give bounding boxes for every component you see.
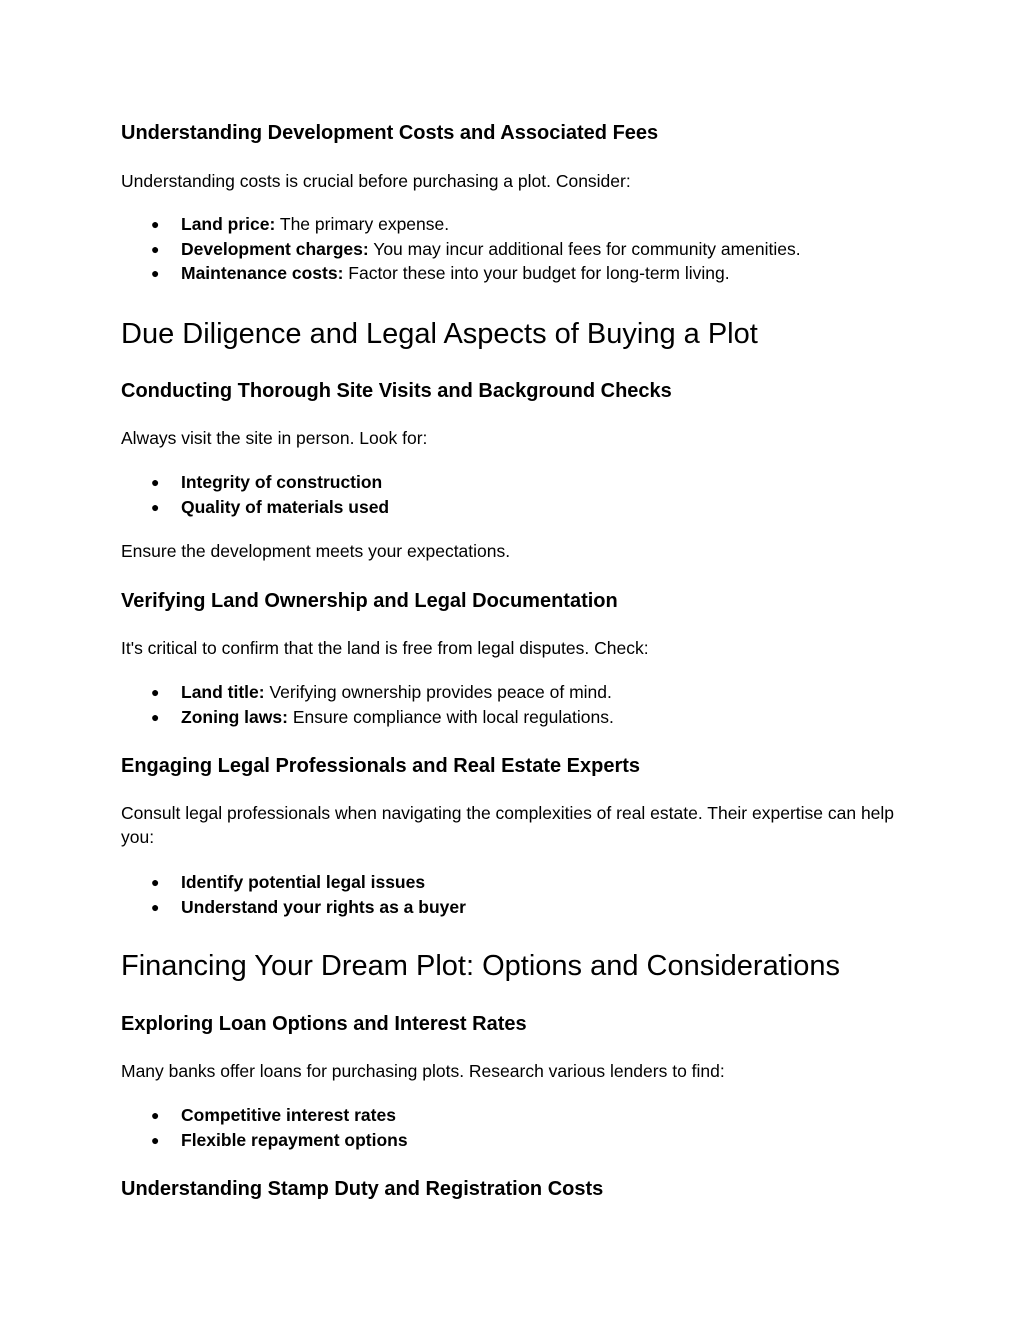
- bullet-icon: ●: [151, 240, 160, 257]
- list-item: [121, 470, 389, 495]
- list-item: [121, 212, 801, 237]
- list-item-text: Verifying ownership provides peace of mind.: [264, 682, 612, 702]
- list-item: [121, 870, 466, 895]
- list-item: [121, 680, 614, 705]
- bullet-icon: ●: [151, 498, 160, 515]
- heading-legal-professionals: Engaging Legal Professionals and Real Estate Experts: [121, 755, 641, 777]
- paragraph-legal-professionals-intro: Consult legal professionals when navigating the complexities of real estate. Their expertise can help you:: [121, 803, 895, 847]
- list-item-label: Understand your rights as a buyer: [181, 896, 466, 917]
- list-item-label: Land price:: [181, 214, 276, 234]
- list-development-costs: [121, 212, 801, 286]
- list-item: [121, 261, 801, 286]
- list-loan-options: [121, 1103, 408, 1152]
- heading-site-visits: Conducting Thorough Site Visits and Background Checks: [121, 380, 672, 402]
- heading-financing: Financing Your Dream Plot: Options and Considerations: [121, 950, 840, 982]
- paragraph-development-costs-intro: Understanding costs is crucial before purchasing a plot. Consider:: [121, 171, 631, 191]
- list-item-label: Land title:: [181, 682, 265, 702]
- heading-development-costs: Understanding Development Costs and Associated Fees: [121, 122, 659, 144]
- paragraph-site-visits-outro: Ensure the development meets your expectations.: [121, 541, 511, 561]
- paragraph-land-ownership-intro: It's critical to confirm that the land is free from legal disputes. Check:: [121, 638, 649, 658]
- bullet-icon: ●: [151, 1107, 160, 1123]
- list-item-label: Zoning laws:: [181, 706, 288, 727]
- paragraph-site-visits-intro: Always visit the site in person. Look for:: [121, 428, 428, 448]
- list-item: [121, 895, 466, 920]
- heading-loan-options: Exploring Loan Options and Interest Rates: [121, 1013, 527, 1035]
- list-item-label: Identify potential legal issues: [181, 872, 426, 892]
- list-land-ownership: [121, 680, 614, 729]
- list-item: [121, 1103, 408, 1128]
- list-item-label: Flexible repayment options: [181, 1129, 408, 1150]
- bullet-icon: ●: [151, 684, 160, 700]
- list-item-text: Factor these into your budget for long-term living.: [343, 263, 730, 283]
- list-item-text: Ensure compliance with local regulations.: [287, 706, 614, 727]
- bullet-icon: ●: [151, 1131, 160, 1148]
- heading-due-diligence: Due Diligence and Legal Aspects of Buying a Plot: [121, 318, 758, 350]
- paragraph-loan-options-intro: Many banks offer loans for purchasing plots. Research various lenders to find:: [121, 1061, 725, 1081]
- list-item-label: Competitive interest rates: [181, 1105, 396, 1125]
- list-item-label: Quality of materials used: [181, 496, 390, 517]
- list-item-text: You may incur additional fees for community amenities.: [368, 238, 801, 259]
- list-item: [121, 495, 389, 520]
- bullet-icon: ●: [151, 708, 160, 725]
- list-item-label: Development charges:: [181, 238, 369, 259]
- heading-stamp-duty: Understanding Stamp Duty and Registration Costs: [121, 1178, 604, 1200]
- bullet-icon: ●: [151, 898, 160, 915]
- bullet-icon: ●: [151, 216, 160, 232]
- list-legal-professionals: [121, 870, 466, 919]
- bullet-icon: ●: [151, 474, 160, 490]
- list-item-text: The primary expense.: [275, 214, 450, 234]
- list-item: [121, 1128, 408, 1153]
- list-item-label: Integrity of construction: [181, 472, 383, 492]
- bullet-icon: ●: [151, 265, 160, 281]
- list-item-label: Maintenance costs:: [181, 263, 344, 283]
- list-site-visits: [121, 470, 389, 519]
- heading-land-ownership: Verifying Land Ownership and Legal Documentation: [121, 590, 618, 612]
- list-item: [121, 705, 614, 730]
- bullet-icon: ●: [151, 874, 160, 890]
- list-item: [121, 237, 801, 262]
